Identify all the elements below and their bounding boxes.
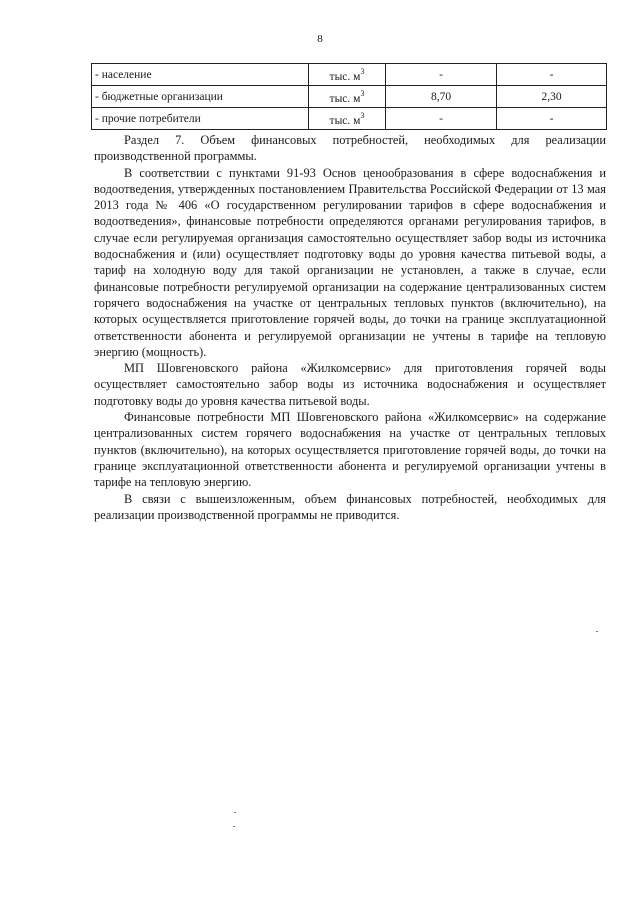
consumer-name: - бюджетные организации bbox=[92, 86, 309, 108]
unit-text: тыс. м bbox=[329, 115, 361, 127]
unit-text: тыс. м bbox=[329, 93, 361, 105]
body-text bbox=[94, 132, 606, 523]
value-cell: - bbox=[386, 64, 497, 86]
value-cell: - bbox=[497, 108, 607, 130]
scan-speck bbox=[233, 826, 235, 827]
consumer-name: - прочие потребители bbox=[92, 108, 309, 130]
value-cell: 8,70 bbox=[386, 86, 497, 108]
value-cell: - bbox=[386, 108, 497, 130]
legal-basis-paragraph: В соответствии с пунктами 91-93 Основ ценообразования в сфере водоснабжения и водоотведения, утвержденных постановлением Правительства Российской Федерации от 13 мая 2013 года № 406 «О государственном регулировании тарифов в сфере водоснабжения и водоотведения», финансовые потребности определяются органами регулирования тарифов, в случае если регулируемая организация самостоятельно осуществляет забор воды из источника водоснабжения и (или) осуществляет подготовку воды до уровня качества питьевой воды, а тариф на холодную воду для такой организации не установлен, а также в случае, если финансовые потребности регулируемой организации на содержание централизованных систем горячего водоснабжения на участке от центральных тепловых пунктов (включительно), на которых осуществляется приготовление горячей воды, до точки на границе эксплуатационной ответственности абонента и регулируемой организации не учтены в тарифе на тепловую энергию (мощность). bbox=[94, 165, 606, 359]
unit-text: тыс. м bbox=[329, 71, 361, 83]
scan-speck bbox=[596, 631, 598, 632]
financial-needs-paragraph: Финансовые потребности МП Шовгеновского района «Жилкомсервис» на содержание централизованных систем горячего водоснабжения на участке от центральных тепловых пунктов (включительно), на которых осуществляется приготовление горячей воды, до точки на границе эксплуатационной ответственности абонента и регулируемой организации учтены в тарифе на тепловую энергию. bbox=[94, 410, 606, 490]
unit-exponent: 3 bbox=[360, 111, 365, 120]
water-intake-paragraph: МП Шовгеновского района «Жилкомсервис» для приготовления горячей воды осуществляет самостоятельно забор воды из источника водоснабжения и осуществляет подготовку воды до уровня качества питьевой воды. bbox=[94, 361, 606, 408]
unit-cell bbox=[309, 108, 386, 130]
consumer-name: - население bbox=[92, 64, 309, 86]
unit-exponent: 3 bbox=[360, 89, 365, 98]
unit-cell bbox=[309, 64, 386, 86]
table-row bbox=[92, 64, 607, 86]
table-row bbox=[92, 108, 607, 130]
value-cell: 2,30 bbox=[497, 86, 607, 108]
table-row bbox=[92, 86, 607, 108]
consumption-table bbox=[91, 63, 607, 130]
unit-cell bbox=[309, 86, 386, 108]
page-number: 8 bbox=[317, 33, 323, 45]
scan-speck bbox=[234, 812, 236, 813]
value-cell: - bbox=[497, 64, 607, 86]
conclusion-paragraph: В связи с вышеизложенным, объем финансовых потребностей, необходимых для реализации производственной программы не приводится. bbox=[94, 491, 606, 522]
unit-exponent: 3 bbox=[360, 67, 365, 76]
section-heading-paragraph: Раздел 7. Объем финансовых потребностей, необходимых для реализации производственной программы. bbox=[94, 133, 606, 164]
